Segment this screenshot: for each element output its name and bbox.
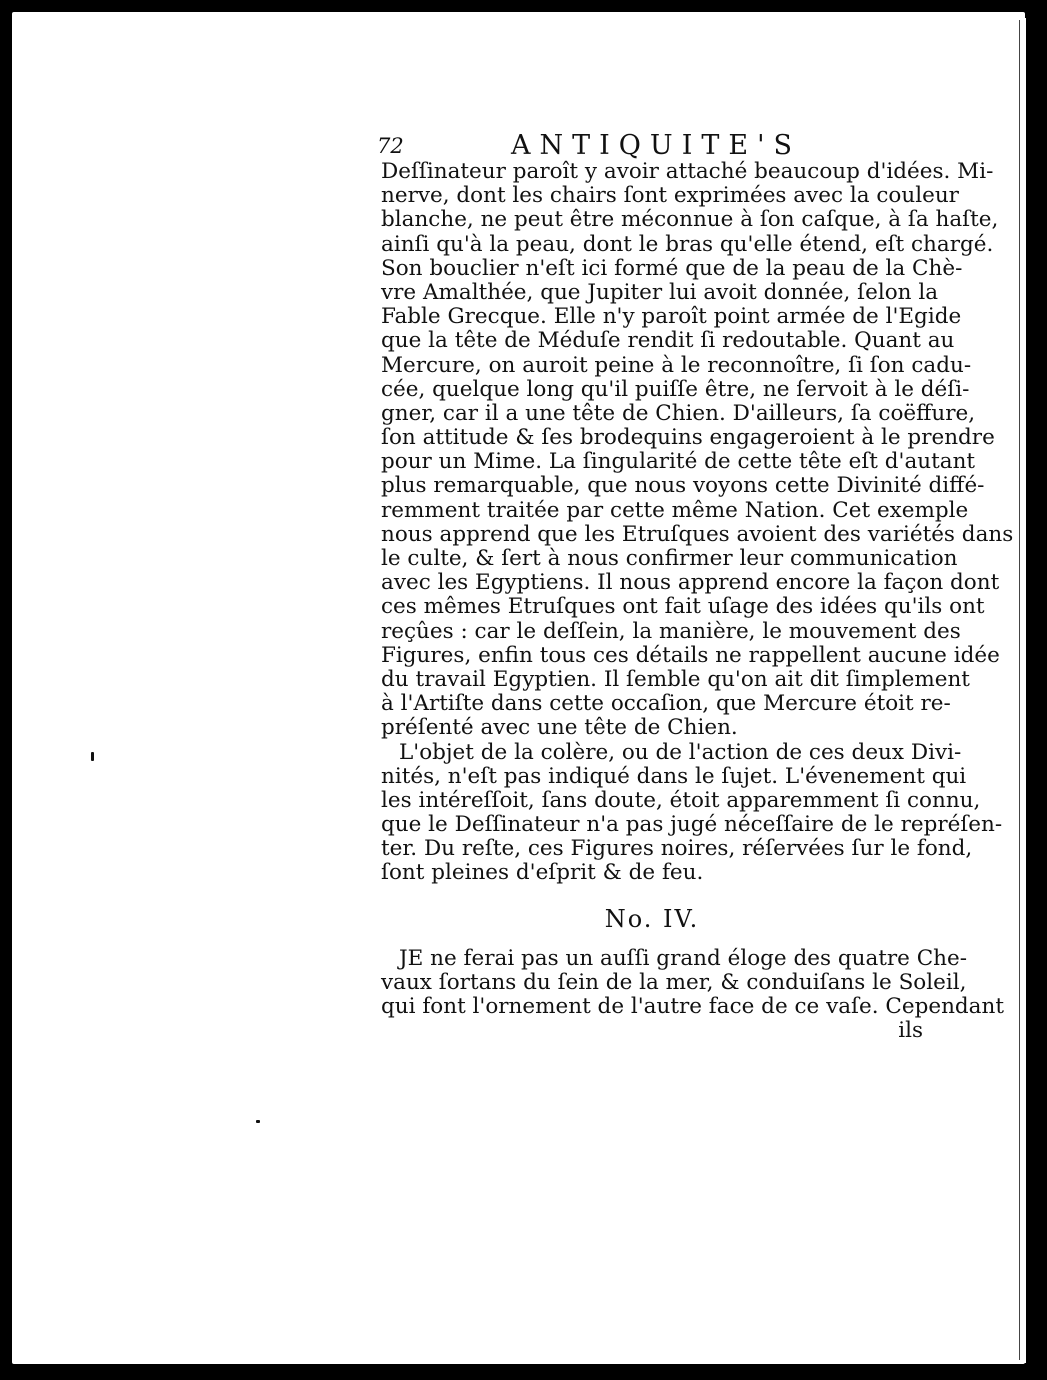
text-line: ſon attitude & ſes brodequins engageroient à le prendre	[381, 425, 995, 451]
page-edge-shadow	[1019, 20, 1020, 1360]
text-line: nerve, dont les chairs ſont exprimées avec la couleur	[381, 183, 959, 209]
text-line: Fable Grecque. Elle n'y paroît point armée de l'Egide	[381, 304, 962, 330]
text-line: L'objet de la colère, ou de l'action de ces deux Divi-	[399, 739, 962, 765]
page-number: 72	[377, 134, 404, 158]
text-line: cée, quelque long qu'il puiſſe être, ne ſervoit à le déſi-	[381, 376, 970, 402]
text-line: qui font l'ornement de l'autre face de ce vaſe. Cependant	[381, 994, 1004, 1019]
text-line: nous apprend que les Etruſques avoient des variétés dans	[381, 521, 1014, 547]
text-line: plus remarquable, que nous voyons cette Divinité diffé-	[381, 473, 985, 499]
text-line: les intéreſſoit, ſans doute, étoit apparemment ſi connu,	[381, 787, 981, 813]
text-line: nités, n'eſt pas indiqué dans le ſujet. L'évenement qui	[381, 763, 967, 789]
text-line: blanche, ne peut être méconnue à ſon caſque, à ſa haſte,	[381, 207, 999, 233]
text-line: ter. Du reſte, ces Figures noires, réſervées ſur le fond,	[381, 836, 973, 862]
body-text	[381, 159, 1014, 1044]
section-heading: No. IV.	[604, 904, 700, 933]
margin-speck	[256, 1120, 260, 1123]
text-line: le culte, & ſert à nous confirmer leur communication	[381, 546, 958, 571]
text-line: ſont pleines d'eſprit & de feu.	[381, 860, 704, 886]
text-line: reçûes : car le deſſein, la manière, le mouvement des	[381, 618, 961, 644]
text-line: Mercure, on auroit peine à le reconnoître, ſi ſon cadu-	[381, 352, 972, 378]
text-line: à l'Artiſte dans cette occaſion, que Mercure étoit re-	[381, 691, 951, 717]
paragraph	[381, 945, 1004, 1044]
text-line: JE ne ferai pas un auſſi grand éloge des quatre Che-	[399, 945, 968, 971]
paragraph	[381, 159, 1014, 741]
text-line: que le Deſſinateur n'a pas jugé néceſſaire de le repréſen-	[381, 812, 1003, 838]
running-title: ANTIQUITE'S	[511, 130, 801, 161]
text-line: avec les Egyptiens. Il nous apprend encore la façon dont	[381, 570, 1000, 596]
margin-speck	[91, 752, 94, 761]
text-line: pour un Mime. La ſingularité de cette tête eſt d'autant	[381, 449, 976, 475]
page-edge	[1022, 18, 1026, 1363]
text-line: Son bouclier n'eſt ici formé que de la peau de la Chè-	[381, 255, 963, 281]
text-line: remment traitée par cette même Nation. Cet exemple	[381, 497, 969, 523]
text-line: Deſſinateur paroît y avoir attaché beaucoup d'idées. Mi-	[381, 159, 994, 184]
paragraph	[381, 739, 1003, 886]
text-line: Figures, enfin tous ces détails ne rappellent aucune idée	[381, 642, 1000, 668]
text-line: préſenté avec une tête de Chien.	[381, 715, 738, 741]
text-line: vre Amalthée, que Jupiter lui avoit donnée, ſelon la	[381, 279, 939, 305]
catchword: ils	[898, 1018, 923, 1044]
text-line: du travail Egyptien. Il ſemble qu'on ait dit ſimplement	[381, 666, 970, 692]
text-line: ainſi qu'à la peau, dont le bras qu'elle étend, eſt chargé.	[381, 231, 994, 257]
text-line: que la tête de Méduſe rendit ſi redoutable. Quant au	[381, 328, 955, 354]
text-line: ces mêmes Etruſques ont fait uſage des idées qu'ils ont	[381, 594, 985, 620]
text-line: gner, car il a une tête de Chien. D'ailleurs, ſa coëffure,	[381, 400, 976, 426]
text-line: vaux ſortans du ſein de la mer, & conduiſans le Soleil,	[381, 969, 967, 995]
